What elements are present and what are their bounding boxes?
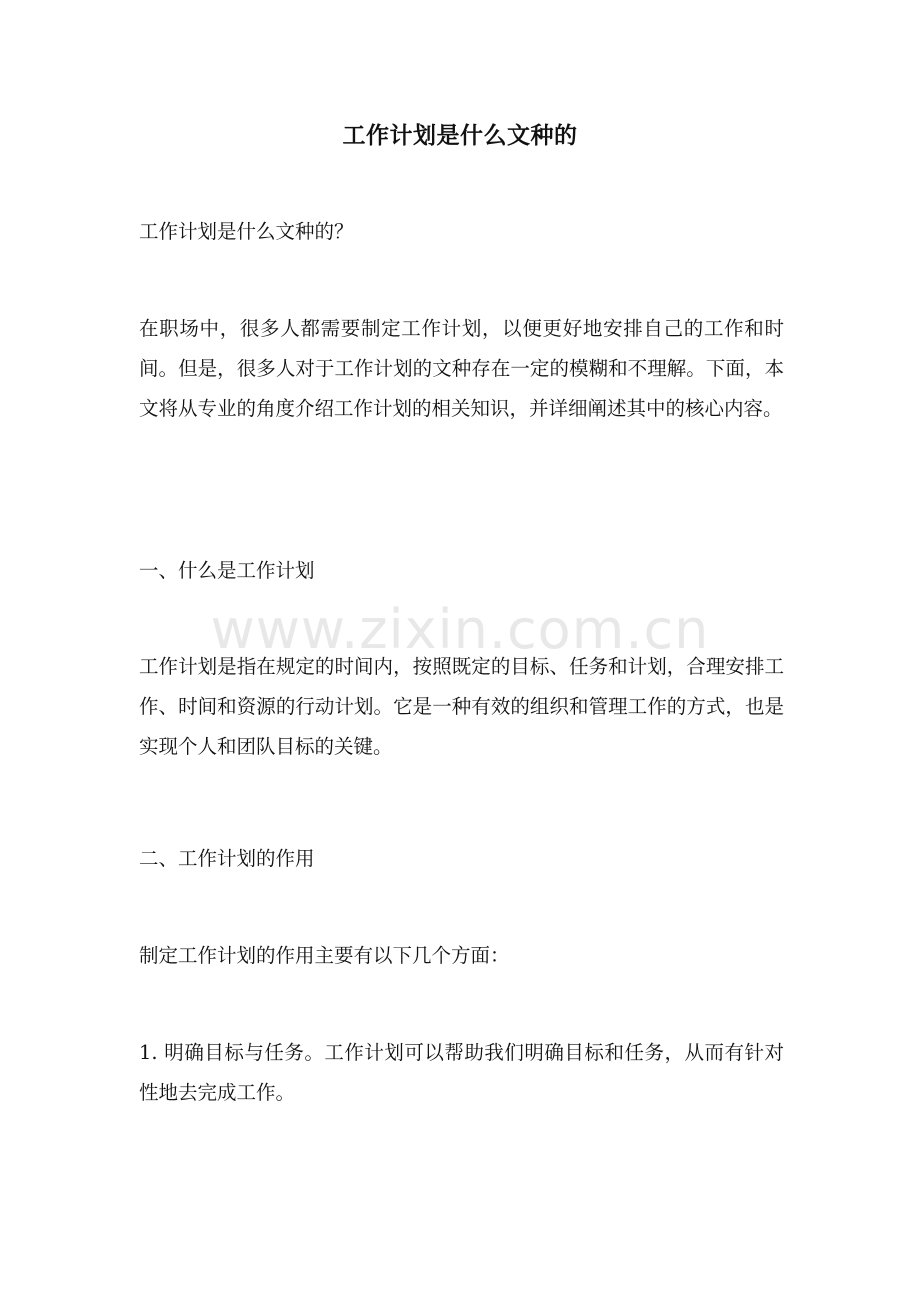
paragraph-definition: 工作计划是指在规定的时间内，按照既定的目标、任务和计划，合理安排工作、时间和资源的行动计划。它是一种有效的组织和管理工作的方式，也是实现个人和团队目标的关键。: [139, 655, 784, 758]
paragraph-question: 工作计划是什么文种的？: [139, 220, 354, 243]
watermark: www.zixin.com.cn: [210, 598, 710, 661]
section-heading-1: 一、什么是工作计划: [139, 559, 315, 582]
list-item-1: 1. 明确目标与任务。工作计划可以帮助我们明确目标和任务，从而有针对性地去完成工作。: [139, 1041, 784, 1104]
section-heading-2: 二、工作计划的作用: [139, 847, 315, 870]
document-title: 工作计划是什么文种的: [342, 122, 578, 149]
paragraph-intro: 在职场中，很多人都需要制定工作计划，以便更好地安排自己的工作和时间。但是，很多人对于工作计划的文种存在一定的模糊和不理解。下面，本文将从专业的角度介绍工作计划的相关知识，并详细阐述其中的核心内容。: [139, 317, 784, 420]
paragraph-functions-intro: 制定工作计划的作用主要有以下几个方面：: [139, 944, 510, 967]
